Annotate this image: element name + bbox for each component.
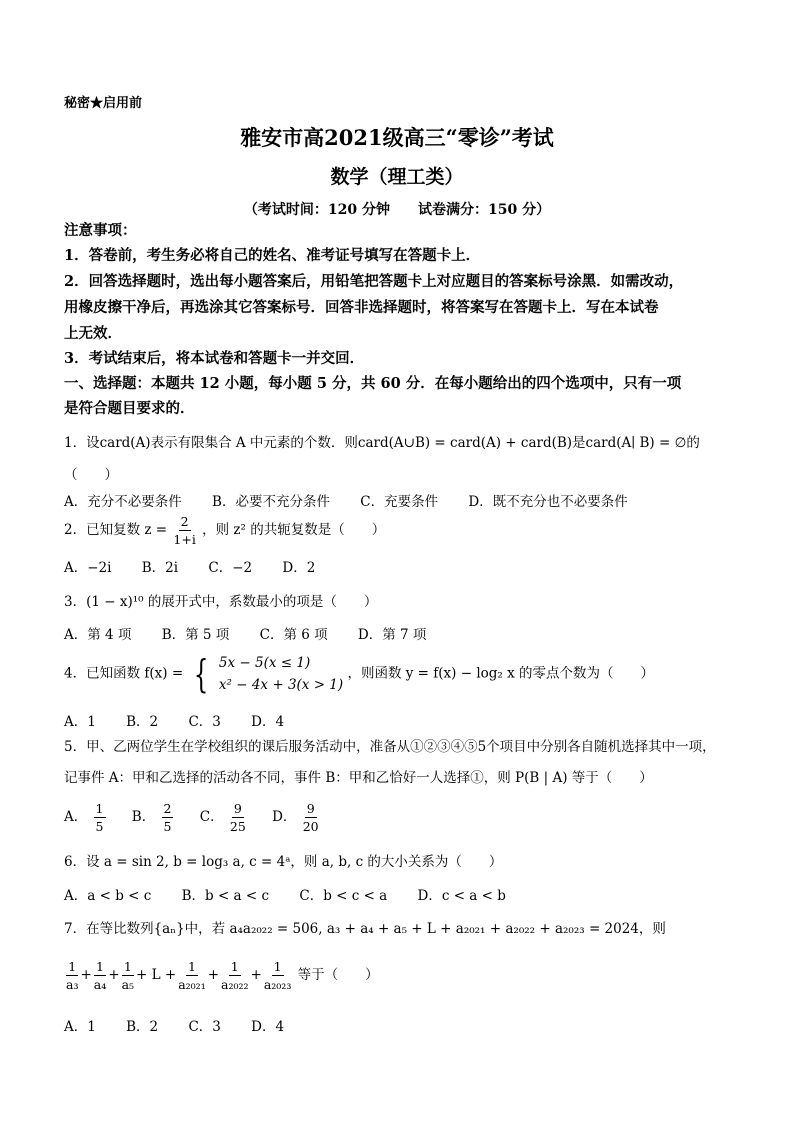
option-c-fraction: [230, 800, 246, 835]
piecewise-cases: [219, 652, 343, 696]
note-3: 3．考试结束后，将本试卷和答题卡一并交回．: [64, 350, 365, 367]
subject-title: 数学（理工类）: [330, 166, 464, 188]
option-c: C．第 6 项: [259, 627, 328, 643]
option-b: B．必要不充分条件: [212, 494, 330, 510]
term-6: [264, 958, 292, 993]
option-d: D．第 7 项: [357, 627, 427, 643]
question-4-stem: [64, 652, 654, 696]
q7-suffix: 等于（ ）: [297, 967, 379, 983]
denominator: 5: [163, 819, 172, 834]
numerator: 9: [233, 801, 242, 816]
option-c: C．充要条件: [360, 494, 439, 510]
question-6-stem: 6．设 a = sin 2, b = log₃ a, c = 4ᵃ，则 a, b, c 的大小关系为（ ）: [64, 854, 503, 870]
q2-denominator: 1+i: [173, 532, 196, 547]
section-1-heading-line-1: 一、选择题：本题共 12 小题，每小题 5 分，共 60 分．在每小题给出的四个选项中，只有一项: [64, 375, 682, 392]
denominator: a₄: [93, 977, 107, 992]
q2-fraction: [173, 513, 195, 548]
question-1-paren: （ ）: [64, 467, 118, 483]
term-1: [66, 958, 78, 993]
option-a: A．1: [64, 714, 96, 730]
option-d: D．2: [282, 560, 316, 576]
question-2-stem: [64, 513, 385, 548]
option-c: C．3: [188, 714, 221, 730]
question-1-stem: 1．设card(A)表示有限集合 A 中元素的个数．则card(A∪B) = card(A) + card(B)是card(A∣ B) = ∅的: [64, 435, 700, 451]
denominator: a₂₀₂₁: [178, 977, 206, 992]
term-4: [178, 958, 206, 993]
option-d: D．4: [251, 714, 285, 730]
question-1-options: [64, 490, 654, 510]
question-7-line-1: 7．在等比数列{aₙ}中，若 a₄a₂₀₂₂ = 506, a₃ + a₄ + a₅ + L + a₂₀₂₁ + a₂₀₂₂ + a₂₀₂₃ = 2024，则: [64, 921, 666, 937]
section-1-heading-line-2: 是符合题目要求的．: [64, 400, 195, 417]
option-a: A．充分不必要条件: [64, 494, 182, 510]
q2-prefix: 2．已知复数 z =: [64, 522, 168, 538]
exam-title: 雅安市高2021级高三“零诊”考试: [240, 125, 554, 150]
option-b: B．第 5 项: [161, 627, 230, 643]
option-b: B．2: [126, 714, 159, 730]
case-2: x² − 4x + 3(x > 1): [218, 677, 344, 693]
question-5-line-1: 5．甲、乙两位学生在学校组织的课后服务活动中，准备从①②③④⑤5个项目中分别各自随机选择其中一项，: [64, 739, 716, 755]
denominator: 5: [95, 819, 104, 834]
term-3: [122, 958, 134, 993]
option-d-label: D．: [272, 809, 297, 825]
q2-numerator: 2: [180, 514, 189, 529]
numerator: 1: [96, 959, 104, 974]
denominator: 20: [302, 819, 319, 834]
q2-suffix: ，则 z² 的共轭复数是（ ）: [202, 522, 386, 538]
ellipsis-term: + L +: [136, 967, 177, 983]
q4-prefix: 4．已知函数 f(x) =: [64, 665, 184, 682]
question-3-options: [64, 623, 452, 643]
denominator: a₅: [121, 977, 135, 992]
note-2-line-1: 2．回答选择题时，选出每小题答案后，用铅笔把答题卡上对应题目的答案标号涂黑．如需改动，: [64, 273, 684, 290]
denominator: a₂₀₂₃: [263, 977, 292, 992]
option-c: C．b < c < a: [299, 888, 388, 904]
option-d: D．c < a < b: [417, 888, 506, 904]
option-a: A．−2i: [64, 560, 112, 576]
question-5-options: [64, 800, 321, 835]
option-c: C．−2: [208, 560, 253, 576]
option-a-fraction: [94, 800, 106, 835]
question-7-options: [64, 1015, 310, 1035]
notes-heading: 注意事项：: [64, 222, 137, 239]
question-7-line-2: $\frac{1}{\text{a₃}}$ + $\frac{1}{\text{a₄}}$ + $\frac{1}{\text{a₅}}$ + L + $\frac{1}{\text{a₂₀₂₁}}$ + $\frac{1}{\text{a₂₀₂₂}}$ + $\frac{1}{\text{a₂₀₂₃}}$ 等于（ ）: [66, 959, 379, 992]
option-b: B．b < a < c: [181, 888, 270, 904]
option-a-label: A．: [64, 809, 88, 825]
numerator: 9: [306, 801, 315, 816]
numerator: 2: [163, 801, 172, 816]
question-6-options: [64, 884, 532, 904]
option-c-label: C．: [199, 809, 224, 825]
numerator: 1: [95, 801, 104, 816]
option-a: A．第 4 项: [64, 627, 132, 643]
exam-info: （考试时间：120 分钟 试卷满分：150 分）: [243, 202, 551, 218]
denominator: a₂₀₂₂: [221, 977, 249, 992]
option-b-fraction: [162, 800, 174, 835]
secret-label: 秘密★启用前: [64, 96, 143, 111]
numerator: 1: [123, 959, 132, 974]
q4-suffix: ，则函数 y = f(x) − log₂ x 的零点个数为（ ）: [347, 665, 655, 682]
note-1: 1．答卷前，考生务必将自己的姓名、准考证号填写在答题卡上．: [64, 247, 481, 264]
option-a: A．a < b < c: [64, 888, 152, 904]
question-2-options: [64, 556, 341, 576]
option-b: B．2: [126, 1019, 159, 1035]
question-4-options: [64, 710, 310, 730]
option-d: D．既不充分也不必要条件: [468, 494, 628, 510]
note-2-line-2: 用橡皮擦干净后，再选涂其它答案标号．回答非选择题时，将答案写在答题卡上．写在本试卷: [64, 299, 659, 316]
option-c: C．3: [188, 1019, 221, 1035]
option-d: D．4: [251, 1019, 285, 1035]
term-5: [221, 958, 249, 993]
option-b-label: B．: [131, 809, 156, 825]
option-d-fraction: [303, 800, 319, 835]
option-b: B．2i: [141, 560, 179, 576]
denominator: a₃: [66, 977, 79, 992]
numerator: 1: [187, 959, 196, 974]
numerator: 1: [68, 959, 77, 974]
option-a: A．1: [64, 1019, 96, 1035]
case-1: 5x − 5(x ≤ 1): [218, 655, 311, 671]
question-3-stem: 3．(1 − x)¹⁰ 的展开式中，系数最小的项是（ ）: [64, 594, 378, 610]
term-2: [94, 958, 106, 993]
denominator: 25: [229, 819, 246, 834]
note-2-line-3: 上无效．: [64, 325, 122, 342]
question-5-line-2: 记事件 A：甲和乙选择的活动各不同，事件 B：甲和乙恰好一人选择①，则 P(B | A) 等于（ ）: [64, 770, 653, 786]
numerator: 1: [230, 959, 239, 974]
numerator: 1: [273, 959, 282, 974]
piecewise-brace: {: [194, 652, 209, 696]
